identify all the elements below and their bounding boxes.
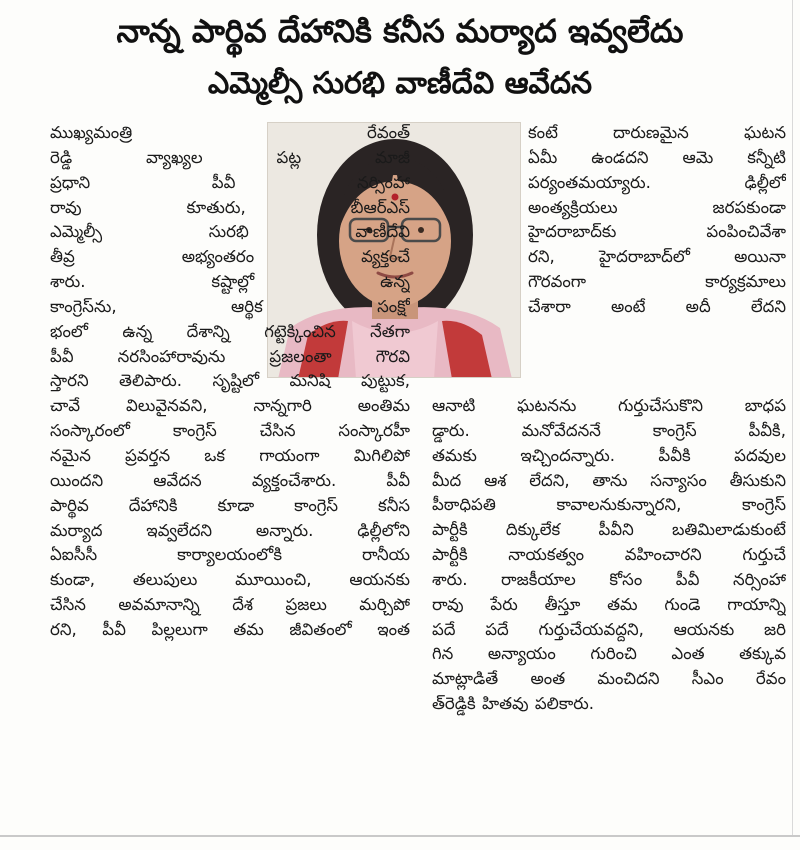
article-line: ఏమీ ఉండదని ఆమె కన్నీటి [528, 147, 786, 167]
article-line: హైదరాబాద్‌కు పంపించివేశా [528, 222, 786, 242]
article-line: నమైన ప్రవర్తన ఒక గాయంగా మిగిలిపో [50, 445, 410, 465]
article-line: భంలో ఉన్న దేశాన్ని గట్టెక్కించిన నేతగా [50, 321, 410, 341]
article-line: పర్యంతమయ్యారు. ఢిల్లీలో [528, 172, 786, 192]
article-line: తీవ్ర అభ్యంతరం వ్యక్తంచే [50, 247, 410, 267]
article-line: కుండా, తలుపులు మూయించి, ఆయనకు [50, 570, 410, 590]
article-line: శారు. కష్టాల్లో ఉన్న [50, 272, 410, 292]
article-line: శారు. రాజకీయాల కోసం పీవీ నర్సింహా [432, 569, 786, 589]
article-line: మర్యాద ఇవ్వలేదని అన్నారు. ఢిల్లీలోని [50, 520, 410, 540]
article-line: పార్టీకి దిక్కులేక పీవీని బతిమిలాడుకుంటే [432, 520, 786, 540]
article-line: సంస్కారంలో కాంగ్రెస్ చేసిన సంస్కారహీ [50, 421, 410, 441]
article-line: ఎమ్మెల్సీ సురభి వాణీదేవి [50, 222, 410, 242]
article-line: గౌరవంగా కార్యక్రమాలు [528, 272, 786, 292]
article-line: డ్డారు. మనోవేదననే కాంగ్రెస్ పీవీకి, [432, 420, 786, 440]
article-line: చేశారా అంటే అదీ లేదని [528, 296, 786, 316]
article-line: స్తారని తెలిపారు. సృష్టిలో మనిషి పుట్టుక, [50, 371, 410, 391]
headline: నాన్న పార్థివ దేహానికి కనీస మర్యాద ఇవ్వలేదు [116, 12, 684, 50]
article-line: గిన అన్యాయం గురించి ఎంత తక్కువ [432, 644, 786, 664]
bottom-edge-rule [0, 835, 800, 837]
article-line: పీవీ నరసింహారావును ప్రజలంతా గౌరవి [50, 346, 410, 366]
article-line: చేసిన అవమానాన్ని దేశ ప్రజలు మర్చిపో [50, 595, 410, 615]
article-line: కాంగ్రెస్‌ను, ఆర్థిక సంక్షో [50, 296, 410, 316]
article-line: అంత్యక్రియలు జరపకుండా [528, 197, 786, 217]
article-line: రావు పేరు తీస్తూ తమ గుండె గాయాన్ని [432, 594, 786, 614]
article-line: పీఠాధిపతి కావాలనుకున్నారని, కాంగ్రెస్ [432, 495, 786, 515]
article-column-right-top [528, 121, 786, 320]
article-line: రెడ్డి వ్యాఖ్యల పట్ల మాజీ [50, 147, 410, 167]
article-line: ఆనాటి ఘటనను గుర్తుచేసుకొని బాధప [432, 396, 786, 415]
article-line: తమకు ఇచ్చిందన్నారు. పీవీకి పదవుల [432, 445, 786, 465]
article-column-right-bottom [432, 394, 786, 717]
subheadline: ఎమ్మెల్సీ సురభి వాణీదేవి ఆవేదన [207, 66, 593, 101]
article-line: ముఖ్యమంత్రి రేవంత్ [50, 123, 410, 142]
article-line: కంటే దారుణమైన ఘటన [528, 123, 786, 142]
article-line: పార్థివ దేహానికి కూడా కాంగ్రెస్ కనీస [50, 495, 410, 515]
article-line: రావు కూతురు, బీఆర్ఎస్ [50, 197, 410, 217]
right-edge-rule [792, 0, 793, 836]
article-line: త్‌రెడ్డికి హితవు పలికారు. [432, 694, 595, 714]
article-line: యిందని ఆవేదన వ్యక్తంచేశారు. పీవీ [50, 470, 410, 490]
article-line: మాట్లాడితే అంత మంచిదని సీఎం రేవం [432, 669, 786, 689]
article-line: మీద ఆశ లేదని, తాను సన్యాసం తీసుకుని [432, 470, 786, 490]
article-line: పదే పదే గుర్తుచేయవద్దని, ఆయనకు జరి [432, 619, 786, 639]
article-line: చావే విలువైనవని, నాన్నగారి అంతిమ [50, 396, 410, 416]
article-column-left [50, 121, 410, 643]
article-line: రని, హైదరాబాద్‌లో అయినా [528, 247, 786, 267]
article-line: రని, పీవీ పిల్లలుగా తమ జీవితంలో ఇంత [50, 619, 410, 639]
article-line: పార్టీకి నాయకత్వం వహించారని గుర్తుచే [432, 545, 786, 565]
article-line: ఏఐసీసీ కార్యాలయంలోకి రానీయ [50, 545, 410, 565]
article-line: ప్రధాని పీవీ నర్సింహా [50, 172, 410, 192]
